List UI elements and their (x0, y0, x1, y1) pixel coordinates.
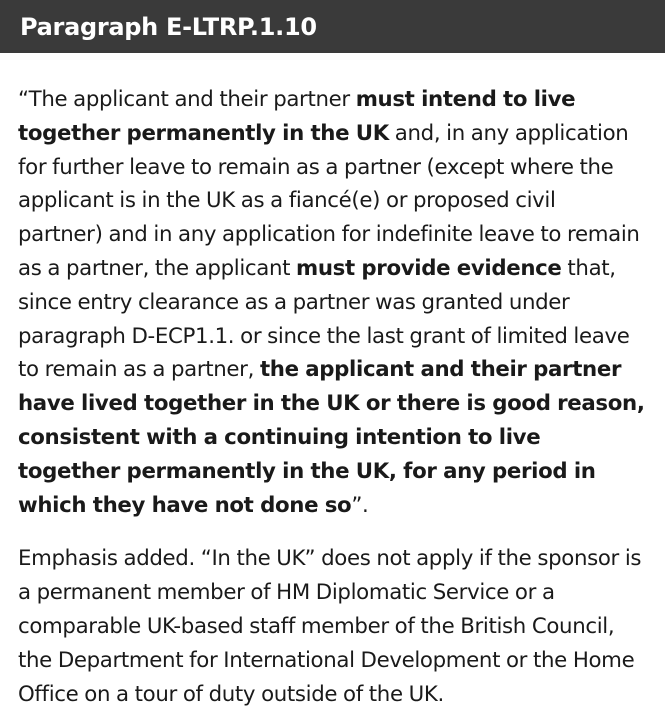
page-title: Paragraph E-LTRP.1.10 (20, 12, 317, 41)
quote-text-2: and, in any application for further leave to remain as a partner (except where the applicant is in the UK as a fiancé(e) or proposed civil partner) and in any application for indefinite leave to remain as a partner, the applicant (18, 120, 640, 281)
quote-text-3: that, since entry clearance as a partner was granted under paragraph D-ECP1.1. or since the last grant of limited leave to remain as a partner, (18, 255, 630, 383)
quote-emphasis-3: the applicant and their partner have lived together in the UK or there is good reason, consistent with a continuing intention to live together permanently in the UK, for any period in which they have not done so (18, 357, 645, 518)
quote-emphasis-2: must provide evidence (296, 255, 562, 281)
content-area (0, 53, 665, 711)
quote-emphasis-1: must intend to live together permanently in the UK (18, 87, 576, 146)
header-bar (0, 0, 665, 53)
note-text: Emphasis added. “In the UK” does not apply if the sponsor is a permanent member of HM Diplomatic Service or a comparable UK-based staff member of the British Council, the Department for International Development or the Home Office on a tour of duty outside of the UK. (18, 546, 642, 707)
note-paragraph (18, 542, 645, 711)
quote-text-4: ”. (351, 492, 369, 518)
quote-text-1: “The applicant and their partner (18, 87, 356, 112)
quoted-paragraph (18, 83, 645, 522)
